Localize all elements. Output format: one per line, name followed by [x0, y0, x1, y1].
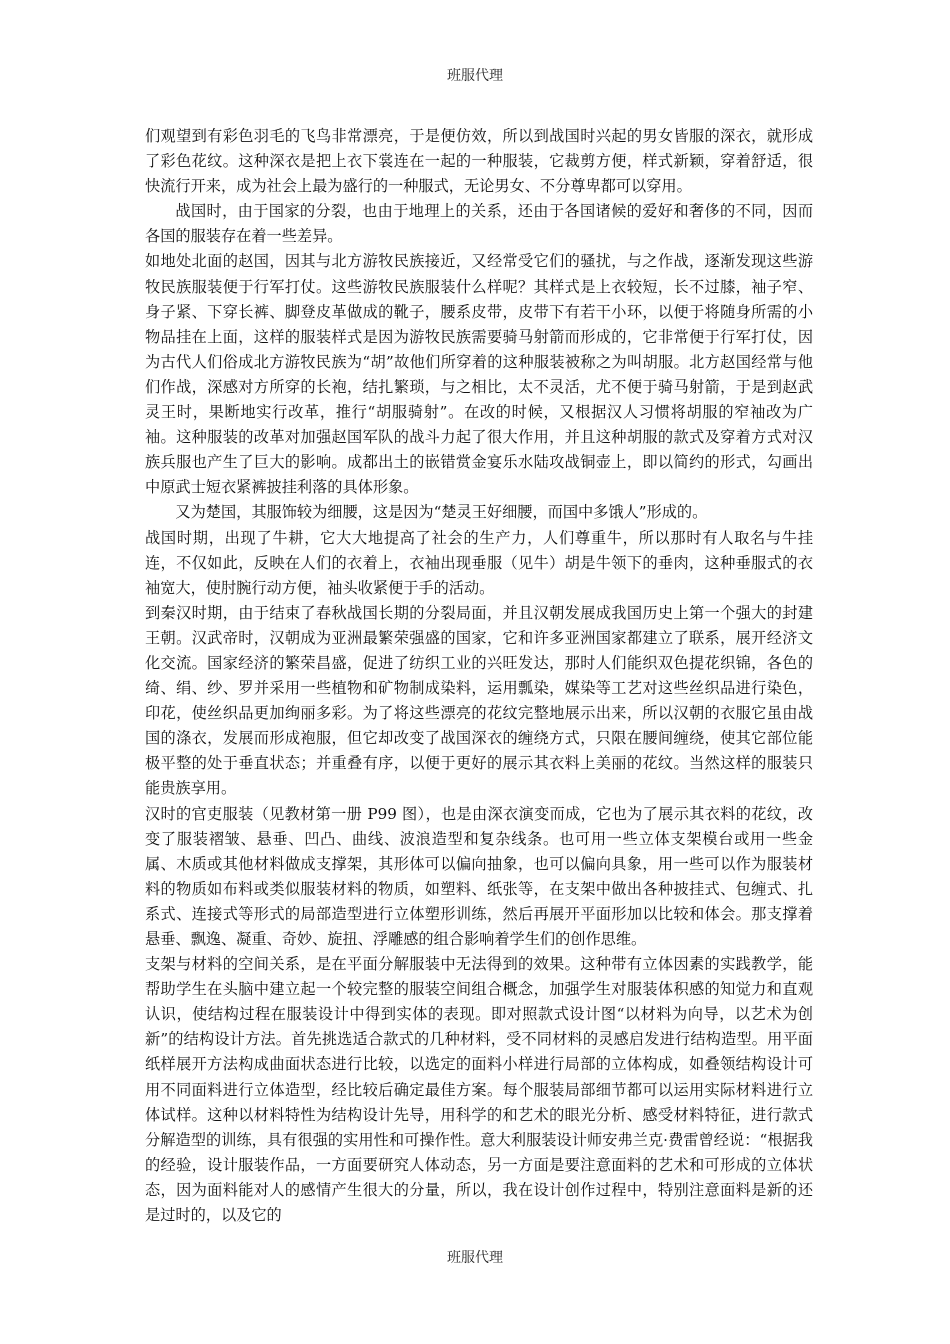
- page-footer: 班服代理: [447, 1250, 503, 1266]
- paragraph: 战国时期，出现了牛耕，它大大地提高了社会的生产力，人们尊重牛，所以那时有人取名与牛挂连，不仅如此，反映在人们的衣着上，衣袖出现垂服（见牛）胡是牛领下的垂肉，这种垂服式的衣袖宽大，使肘腕行动方便，袖头收紧便于手的活动。: [145, 528, 813, 597]
- paragraph: 们观望到有彩色羽毛的飞鸟非常漂亮，于是便仿效，所以到战国时兴起的男女皆服的深衣，就形成了彩色花纹。这种深衣是把上衣下裳连在一起的一种服装，它裁剪方便，样式新颖，穿着舒适，很快流行开来，成为社会上最为盛行的一种服式，无论男女、不分尊卑都可以穿用。: [145, 127, 813, 196]
- paragraph: 如地处北面的赵国，因其与北方游牧民族接近，又经常受它们的骚扰，与之作战，逐渐发现这些游牧民族服装便于行军打仗。这些游牧民族服装什么样呢？其样式是上衣较短，长不过膝，袖子窄、身子紧、下穿长裤、脚登皮革做成的靴子，腰系皮带，皮带下有若干小环，以便于将随身所需的小物品挂在上面，这样的服装样式是因为游牧民族需要骑马射箭而形成的，它非常便于行军打仗，因为古代人们俗成北方游牧民族为“胡”故他们所穿着的这种服装被称之为叫胡服。北方赵国经常与他们作战，深感对方所穿的长袍，结扎繁琐，与之相比，太不灵活，尤不便于骑马射箭，于是到赵武灵王时，果断地实行改革，推行“胡服骑射”。在改的时候，又根据汉人习惯将胡服的窄袖改为广袖。这种服装的改革对加强赵国军队的战斗力起了很大作用，并且这种胡服的款式及穿着方式对汉族兵服也产生了巨大的影响。成都出土的嵌错赏金宴乐水陆攻战铜壶上，即以简约的形式，勾画出中原武士短衣紧裤披挂利落的具体形象。: [145, 252, 813, 497]
- page-header: 班服代理: [447, 68, 503, 84]
- paragraph: 到秦汉时期，由于结束了春秋战国长期的分裂局面，并且汉朝发展成我国历史上第一个强大的封建王朝。汉武帝时，汉朝成为亚洲最繁荣强盛的国家，它和许多亚洲国家都建立了联系，展开经济文化交流。国家经济的繁荣昌盛，促进了纺织工业的兴旺发达，那时人们能织双色提花织锦，各色的绮、绢、纱、罗并采用一些植物和矿物制成染料，运用瓢染，媒染等工艺对这些丝织品进行染色，印花，使丝织品更加绚丽多彩。为了将这些漂亮的花纹完整地展示出来，所以汉朝的衣服它虽由战国的涤衣，发展而形成袍服，但它却改变了战国深衣的缠绕方式，只限在腰间缠绕，使其它部位能极平整的处于垂直状态；并重叠有序，以便于更好的展示其衣料上美丽的花纹。当然这样的服装只能贵族享用。: [145, 603, 813, 798]
- paragraph: 支架与材料的空间关系，是在平面分解服装中无法得到的效果。这种带有立体因素的实践教学，能帮助学生在头脑中建立起一个较完整的服装空间组合概念，加强学生对服装体积感的知觉力和直观认识，使结构过程在服装设计中得到实体的表现。即对照款式设计图“以材料为向导，以艺术为创新”的结构设计方法。首先挑选适合款式的几种材料，受不同材料的灵感启发进行结构造型。用平面纸样展开方法构成曲面状态进行比较，以选定的面料小样进行局部的立体构成，如叠领结构设计可用不同面料进行立体造型，经比较后确定最佳方案。每个服装局部细节都可以运用实际材料进行立体试样。这种以材料特性为结构设计先导，用科学的和艺术的眼光分析、感受材料特征，进行款式分解造型的训练，具有很强的实用性和可操作性。意大利服装设计师安弗兰克·费雷曾经说：“根据我的经验，设计服装作品，一方面要研究人体动态，另一方面是要注意面料的艺术和可形成的立体状态，因为面料能对人的感情产生很大的分量，所以，我在设计创作过程中，特别注意面料是新的还是过时的，以及它的: [145, 955, 813, 1225]
- body-text: [145, 124, 813, 1228]
- paragraph: 战国时，由于国家的分裂，也由于地理上的关系，还由于各国诸候的爱好和奢侈的不同，因而各国的服装存在着一些差异。: [145, 202, 813, 246]
- paragraph: 又为楚国，其服饰较为细腰，这是因为“楚灵王好细腰，而国中多饿人”形成的。: [175, 503, 708, 522]
- paragraph: 汉时的官吏服装（见教材第一册 P99 图），也是由深衣演变而成，它也为了展示其衣料的花纹，改变了服装褶皱、悬垂、凹凸、曲线、波浪造型和复杂线条。也可用一些立体支架模台或用一些金属、木质或其他材料做成支撑架，其形体可以偏向抽象，也可以偏向具象，用一些可以作为服装材料的物质如布料或类似服装材料的物质，如塑料、纸张等，在支架中做出各种披挂式、包缠式、扎系式、连接式等形式的局部造型进行立体塑形训练，然后再展开平面形加以比较和体会。那支撑着悬垂、飘逸、凝重、奇妙、旋扭、浮雕感的组合影响着学生们的创作思维。: [145, 804, 813, 948]
